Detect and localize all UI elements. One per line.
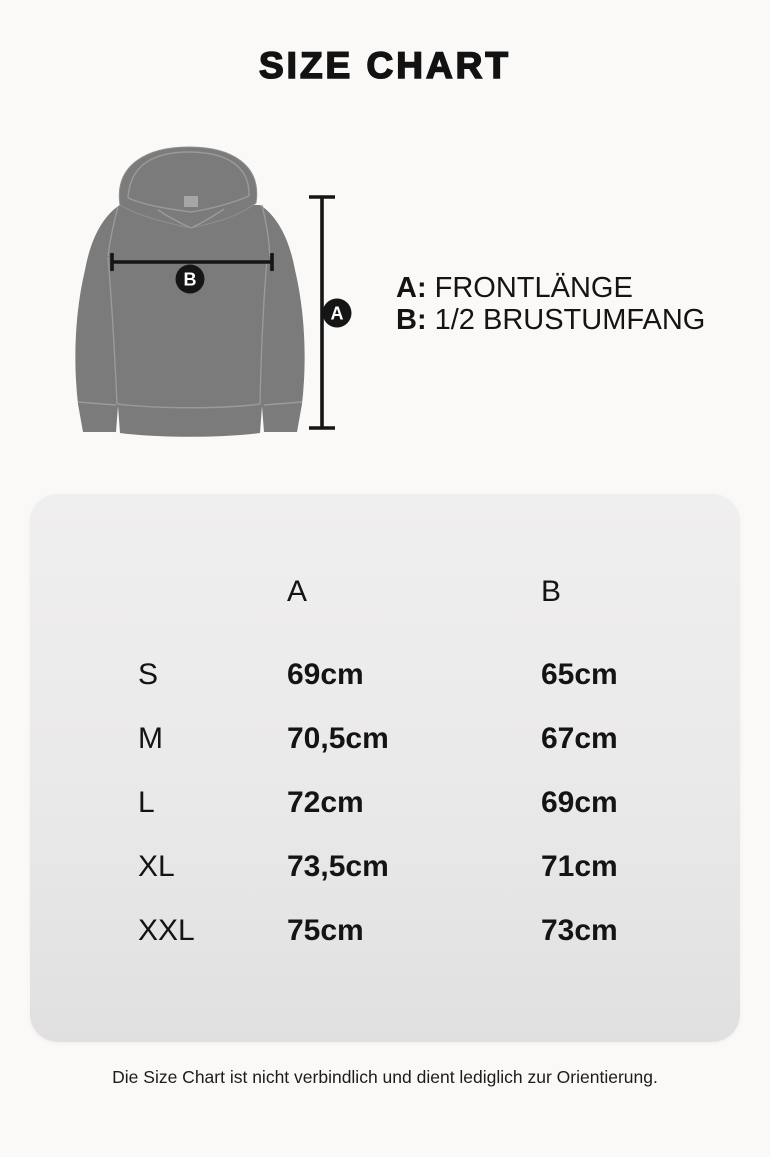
legend-label-a: FRONTLÄNGE [434,272,633,304]
size-label: L [138,786,155,819]
legend-line-a [396,272,705,304]
marker-b-badge [176,265,205,294]
legend-key-a: A: [396,272,427,304]
measure-b-value: 69cm [541,786,618,819]
marker-a-letter: A [330,303,344,324]
size-label: XXL [138,914,195,947]
size-table-card [30,494,740,1042]
table-row-s [30,655,740,695]
legend-line-b [396,304,705,336]
table-row-m [30,719,740,759]
measure-a-value: 72cm [287,786,364,819]
table-row-xl [30,847,740,887]
hoodie-neck-label [184,196,198,207]
size-label: M [138,722,163,755]
table-row-xxl [30,911,740,951]
table-row-l [30,783,740,823]
hoodie-diagram [70,140,360,450]
measurement-legend [396,272,705,336]
measure-b-value: 73cm [541,914,618,947]
legend-label-b: 1/2 BRUSTUMFANG [434,304,706,336]
legend-key-b: B: [396,304,427,336]
marker-a-badge [323,299,352,328]
measure-a-value: 75cm [287,914,364,947]
measure-a-value: 70,5cm [287,722,389,755]
size-label: S [138,658,159,691]
column-header-a: A [287,575,308,608]
column-header-b: B [541,575,562,608]
measure-b-value: 65cm [541,658,618,691]
page-title: SIZE CHART [259,45,511,86]
size-label: XL [138,850,175,883]
marker-b-letter: B [183,269,197,290]
table-header-row [30,572,740,612]
measure-a-value: 73,5cm [287,850,389,883]
measure-b-value: 71cm [541,850,618,883]
disclaimer-text: Die Size Chart ist nicht verbindlich und dient lediglich zur Orientierung. [112,1067,658,1087]
measure-b-value: 67cm [541,722,618,755]
measure-a-value: 69cm [287,658,364,691]
